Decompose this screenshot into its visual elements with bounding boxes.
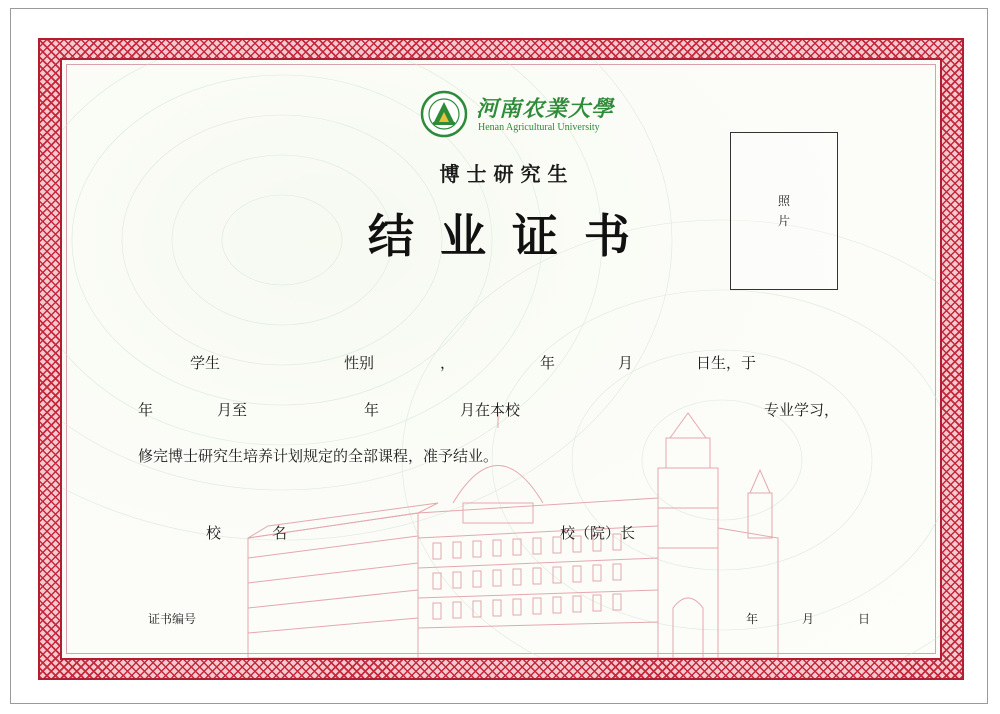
label-birth-day: 日生，于: [696, 354, 757, 372]
label-student: 学生: [190, 354, 221, 372]
certificate-title: 结业证书: [368, 209, 656, 263]
label-certificate-number: 证书编号: [148, 612, 197, 626]
certificate-subtitle: 博士研究生: [439, 162, 575, 186]
photo-placeholder: [730, 132, 838, 290]
photo-label: 照 片: [777, 194, 790, 228]
label-start-year: 年: [138, 401, 154, 419]
label-school-name-char1: 校: [206, 524, 222, 542]
label-gender: 性别: [344, 354, 375, 372]
comma-separator: ，: [440, 354, 456, 372]
university-emblem-icon: [420, 90, 468, 138]
label-end-year: 年: [364, 401, 380, 419]
label-president: 校（院）长: [560, 524, 636, 542]
university-logo: [420, 90, 680, 140]
university-name-en: Henan Agricultural University: [478, 122, 600, 133]
completion-statement: 修完博士研究生培养计划规定的全部课程，准予结业。: [138, 447, 499, 465]
label-end-month: 月在本校: [460, 401, 521, 419]
label-birth-month: 月: [618, 354, 634, 372]
university-name-cn: 河南农業大學: [476, 96, 615, 122]
label-major-study: 专业学习，: [764, 401, 840, 419]
label-start-month: 月至: [217, 401, 248, 419]
label-issue-month: 月: [802, 612, 815, 626]
label-birth-year: 年: [540, 354, 556, 372]
label-issue-year: 年: [746, 612, 759, 626]
certificate-panel: [60, 58, 942, 660]
label-issue-day: 日: [858, 612, 871, 626]
label-school-name-char2: 名: [272, 524, 288, 542]
